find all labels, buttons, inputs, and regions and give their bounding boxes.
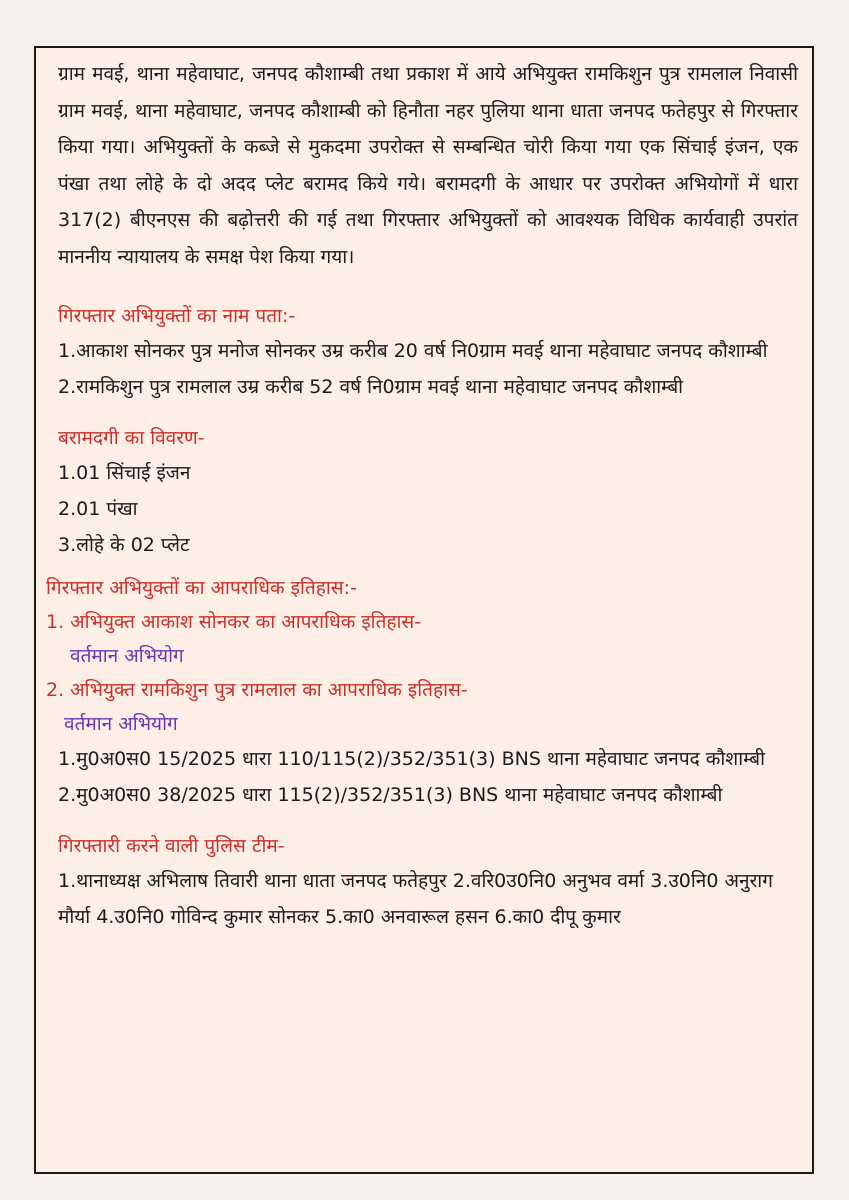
accused-2-history-title: 2. अभियुक्त रामकिशुन पुत्र रामलाल का आपराधिक इतिहास- bbox=[46, 679, 468, 701]
accused-2-current-case-label: वर्तमान अभियोग bbox=[64, 713, 178, 735]
document-frame bbox=[34, 46, 814, 1174]
recovery-item: 3.लोहे के 02 प्लेट bbox=[58, 534, 190, 556]
arrested-heading: गिरफ्तार अभियुक्तों का नाम पता:- bbox=[58, 305, 296, 327]
arrested-item: 1.आकाश सोनकर पुत्र मनोज सोनकर उम्र करीब 20 वर्ष नि0ग्राम मवई थाना महेवाघाट जनपद कौशाम्बी bbox=[58, 340, 768, 362]
case-item: 2.मु0अ0स0 38/2025 धारा 115(2)/352/351(3) BNS थाना महेवाघाट जनपद कौशाम्बी bbox=[58, 784, 723, 806]
accused-1-current-case-label: वर्तमान अभियोग bbox=[70, 645, 184, 667]
police-team-members: 1.थानाध्यक्ष अभिलाष तिवारी थाना धाता जनपद फतेहपुर 2.वरि0उ0नि0 अनुभव वर्मा 3.उ0नि0 अनुराग मौर्या 4.उ0नि0 गोविन्द कुमार सोनकर 5.का0 अनवारूल हसन 6.का0 दीपू कुमार bbox=[58, 870, 773, 928]
document-body bbox=[46, 56, 798, 935]
recovery-item: 1.01 सिंचाई इंजन bbox=[58, 462, 191, 484]
arrested-item: 2.रामकिशुन पुत्र रामलाल उम्र करीब 52 वर्ष नि0ग्राम मवई थाना महेवाघाट जनपद कौशाम्बी bbox=[58, 376, 684, 398]
recovery-item: 2.01 पंखा bbox=[58, 498, 138, 520]
intro-paragraph: ग्राम मवई, थाना महेवाघाट, जनपद कौशाम्बी तथा प्रकाश में आये अभियुक्त रामकिशुन पुत्र रामलाल निवासी ग्राम मवई, थाना महेवाघाट, जनपद कौशाम्बी को हिनौता नहर पुलिया थाना धाता जनपद फतेहपुर से गिरफ्तार किया गया। अभियुक्तों के कब्जे से मुकदमा उपरोक्त से सम्बन्धित चोरी किया गया एक सिंचाई इंजन, एक पंखा तथा लोहे के दो अदद प्लेट बरामद किये गये। बरामदगी के आधार पर उपरोक्त अभियोगों में धारा 317(2) बीएनएस की बढ़ोत्तरी की गई तथा गिरफ्तार अभियुक्तों को आवश्यक विधिक कार्यवाही उपरांत माननीय न्यायालय के समक्ष पेश किया गया। bbox=[58, 63, 798, 268]
case-item: 1.मु0अ0स0 15/2025 धारा 110/115(2)/352/351(3) BNS थाना महेवाघाट जनपद कौशाम्बी bbox=[58, 748, 766, 770]
accused-1-history-title: 1. अभियुक्त आकाश सोनकर का आपराधिक इतिहास- bbox=[46, 611, 422, 633]
police-team-heading: गिरफ्तारी करने वाली पुलिस टीम- bbox=[58, 835, 285, 857]
criminal-history-heading: गिरफ्तार अभियुक्तों का आपराधिक इतिहास:- bbox=[46, 577, 357, 599]
recovery-heading: बरामदगी का विवरण- bbox=[58, 427, 205, 449]
